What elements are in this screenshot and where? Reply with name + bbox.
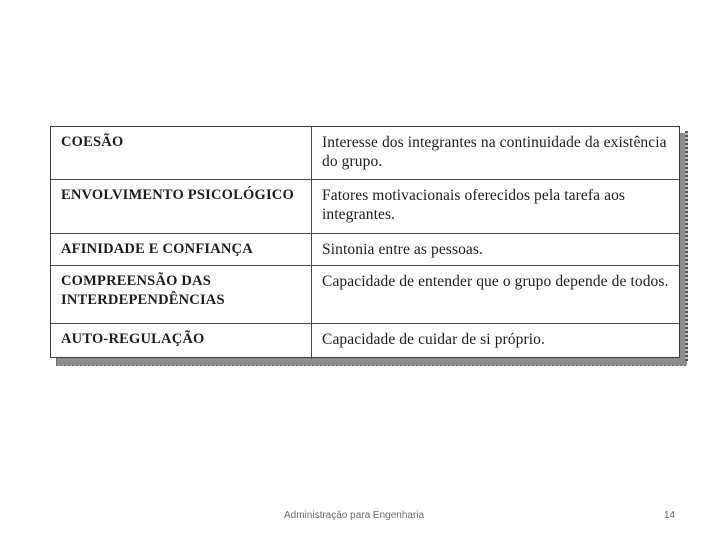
description-cell: Sintonia entre as pessoas. [312, 233, 680, 265]
term-cell: AUTO-REGULAÇÃO [51, 323, 312, 359]
term-cell: COESÃO [51, 127, 312, 179]
table-row [51, 265, 679, 323]
description-cell: Interesse dos integrantes na continuidade da existência do grupo. [312, 127, 680, 179]
description-cell: Fatores motivacionais oferecidos pela tarefa aos integrantes. [312, 179, 680, 233]
table-shadow [56, 358, 686, 366]
concepts-table-frame [50, 126, 680, 358]
description-cell: Capacidade de entender que o grupo depende de todos. [312, 265, 680, 323]
table-row [51, 179, 679, 233]
concepts-table [51, 127, 679, 359]
term-cell: COMPREENSÃO DAS INTERDEPENDÊNCIAS [51, 265, 312, 323]
term-cell: ENVOLVIMENTO PSICOLÓGICO [51, 179, 312, 233]
description-cell: Capacidade de cuidar de si próprio. [322, 330, 545, 348]
table-row [51, 127, 679, 179]
table-row [51, 323, 679, 359]
term-cell: AFINIDADE E CONFIANÇA [51, 233, 312, 265]
table-row [51, 233, 679, 265]
page-number: 14 [664, 510, 676, 521]
footer-title: Administração para Engenharia [284, 510, 425, 521]
